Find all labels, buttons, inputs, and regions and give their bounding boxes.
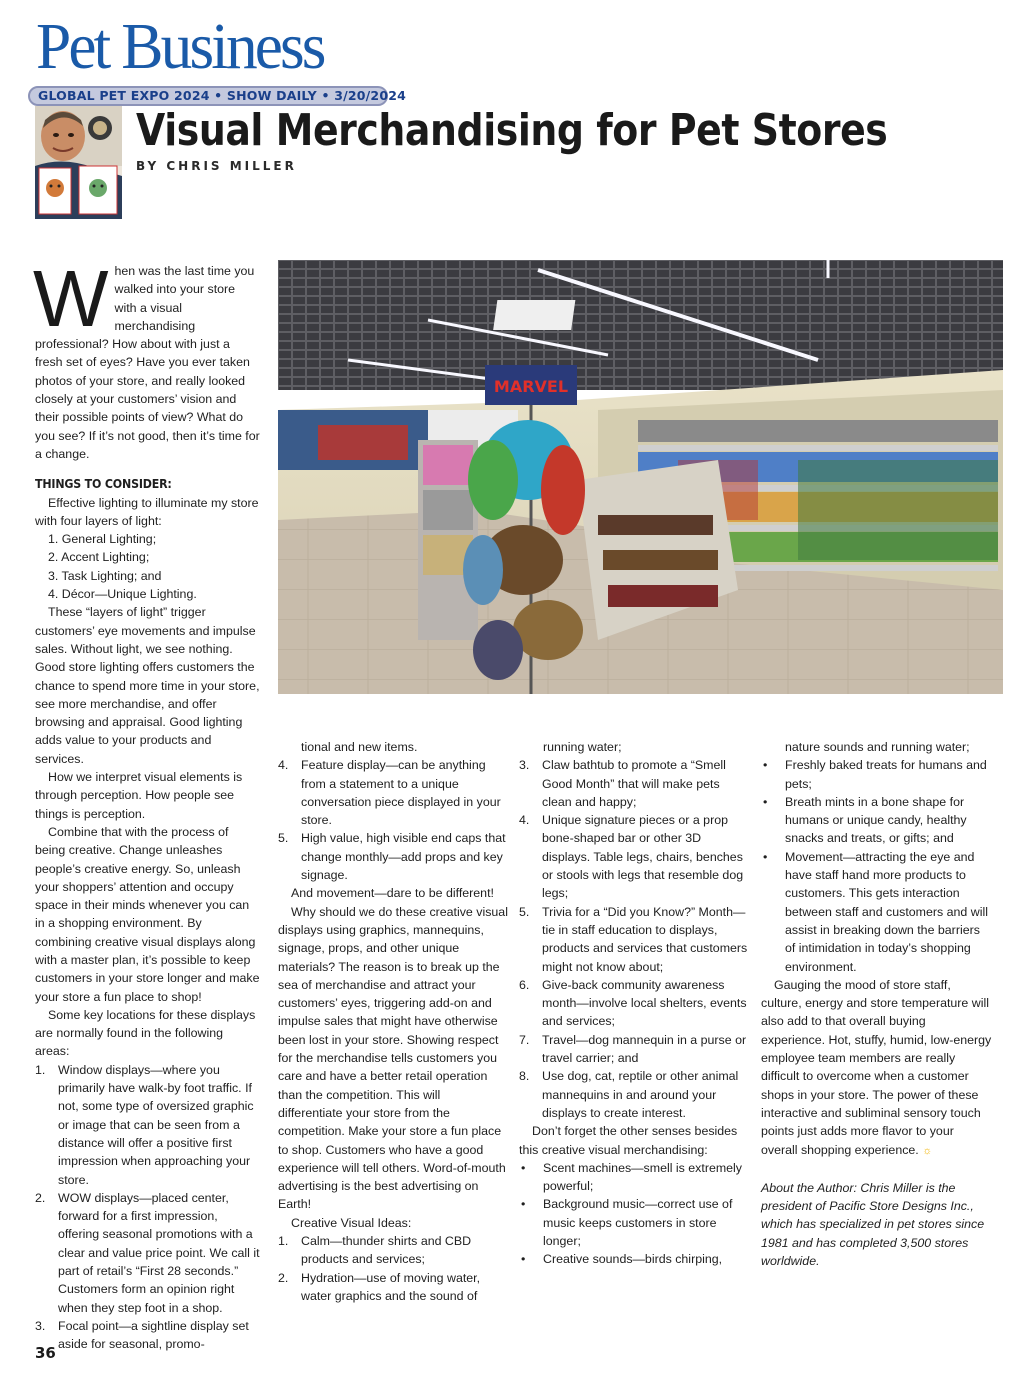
show-daily-banner: GLOBAL PET EXPO 2024 • SHOW DAILY • 3/20/2024 [28,86,388,106]
page-number: 36 [35,1344,56,1362]
paragraph-ideas: Creative Visual Ideas: [291,1215,412,1230]
paragraph-mood: Gauging the mood of store staff, culture, energy and store temperature will also add to that overall buying experience. Hot, stuffy, humid, low-energy employee team members are really difficult to overcome when a customer shops in your store. The power of these interactive and subliminal sensory touch points just adds more flavor to your overall shopping experience. ☼ [761,977,992,1157]
list-item: 4. Décor—Unique Lighting. [48,587,197,602]
list-item: 4. Unique signature pieces or a prop bone-shaped bar or other 3D displays. Table legs, chairs, benches or stools with legs that resemble dog legs; [519,813,744,901]
paragraph-layers: These “layers of light” trigger customers’ eye movements and impulse sales. Without light, we see nothing. Good store lighting offers customers the chance to spend more time in your store, see more merchandise, and offer browsing and appraisal. Good lighting adds value to your products and services. [35,605,260,766]
about-the-author: About the Author: Chris Miller is the president of Pacific Store Designs Inc., which has specialized in pet stores since 1981 and has completed 3,500 stores worldwide. [761,1180,985,1269]
article-column-4 [761,738,993,1270]
list-item: 1. Window displays—where you primarily have walk-by foot traffic. If not, some type of oversized graphic or image that can be seen from a distance will offer a positive first impression when approaching your store. [35,1062,254,1187]
list-item: 1. General Lighting; [48,532,157,547]
section-subhead: THINGS TO CONSIDER: [35,477,172,492]
masthead [28,10,407,103]
publication-logo: Pet Business [36,10,324,83]
list-item: 7. Travel—dog mannequin in a purse or travel carrier; and [519,1032,747,1066]
list-item: 6. Give-back community awareness month—involve local shelters, events and services; [519,977,747,1029]
paragraph-lighting: Effective lighting to illuminate my store with four layers of light: [35,495,259,528]
store-interior-photo [278,260,1003,694]
list-item: • Background music—correct use of music keeps customers in store longer; [521,1197,733,1249]
paragraph-senses: Don’t forget the other senses besides this creative visual merchandising: [519,1124,738,1157]
paragraph-movement: And movement—dare to be different! [291,886,494,901]
list-item: • Freshly baked treats for humans and pets; [763,758,987,791]
list-item: • Breath mints in a bone shape for humans or unique candy, healthy snacks and treats, or gifts; and [763,794,967,846]
list-item: 5. Trivia for a “Did you Know?” Month—tie in staff education to displays, products and services that customers might not know about; [519,904,748,974]
end-mark-icon: ☼ [922,1144,933,1157]
list-item: • Movement—attracting the eye and have staff hand more products to customers. This gets interaction between staff and customers and will assist in breaking down the barriers of intimidation in today’s shopping environment. [763,849,988,974]
author-photo [35,106,122,219]
list-item: 5. High value, high visible end caps that change monthly—add props and key signage. [278,831,506,883]
continued-text: tional and new items. [301,740,418,754]
drop-cap: W [33,254,109,343]
list-item: 1. Calm—thunder shirts and CBD products and services; [278,1234,472,1267]
article-column-2 [278,738,508,1305]
list-item: 8. Use dog, cat, reptile or other animal mannequins in and around your displays to create interest. [519,1069,739,1120]
paragraph-locations: Some key locations for these displays are normally found in the following areas: [35,1007,256,1059]
list-item: 3. Claw bathtub to promote a “Smell Good Month” that will make pets clean and happy; [519,758,726,809]
article-column-3 [519,738,751,1269]
intro-paragraph: When was the last time you walked into your store with a visual merchandising professional? How about with just a fresh set of eyes? Have you ever taken photos of your store, and really looked closely at your customers’ vision and their possible points of view? What do you see? If it’s not good, then it’s time for a change. [33,254,260,461]
lighting-list [35,530,260,603]
list-item: • Creative sounds—birds chirping, [521,1252,723,1267]
paragraph-perception: How we interpret visual elements is through perception. How people see things is perception. [35,770,243,821]
list-item: 4. Feature display—can be anything from a statement to a unique conversation piece displayed in your store. [278,758,501,828]
list-item: 2. Hydration—use of moving water, water graphics and the sound of [278,1270,481,1303]
list-item: 2. Accent Lighting; [48,550,150,565]
paragraph-combine: Combine that with the process of being creative. Change unleashes people’s creative energy. So, unleash your shoppers’ attention and occupy space in their minds whenever you can in a shopping environment. By combining creative visual displays along with a master plan, it’s possible to keep customers in your store longer and make your store a fun place to shop! [35,824,260,1004]
list-item: 3. Task Lighting; and [48,568,162,583]
continued-text: nature sounds and running water; [785,740,970,754]
list-item: 3. Focal point—a sightline display set aside for seasonal, promo- [35,1318,249,1352]
article-byline: BY CHRIS MILLER [136,159,297,173]
article-column-1 [33,254,260,1354]
article-title: Visual Merchandising for Pet Stores [136,105,888,156]
marvel-sign-text: MARVEL [493,377,569,396]
list-item: • Scent machines—smell is extremely powerful; [521,1160,743,1194]
list-item: 2. WOW displays—placed center, forward for a first impression, offering seasonal promotions with a clear and value price point. We call it part of retail’s “First 28 seconds.” Customers form an opinion right when they step foot in a shop. [35,1190,260,1315]
continued-text: running water; [543,740,622,754]
paragraph-why: Why should we do these creative visual displays using graphics, mannequins, signage, props, and other unique materials? The reason is to break up the sea of merchandise and attract your customers’ eyes, triggering add-on and impulse sales that might have otherwise been lost in your store. Showing respect for the merchandise tells customers you care and have a better retail operation than the competition. This will differentiate your store from the competition. Make your store a fun place to shop. Customers who have a good experience will tell others. Word-of-mouth advertising is the best advertising on Earth! [278,904,508,1212]
